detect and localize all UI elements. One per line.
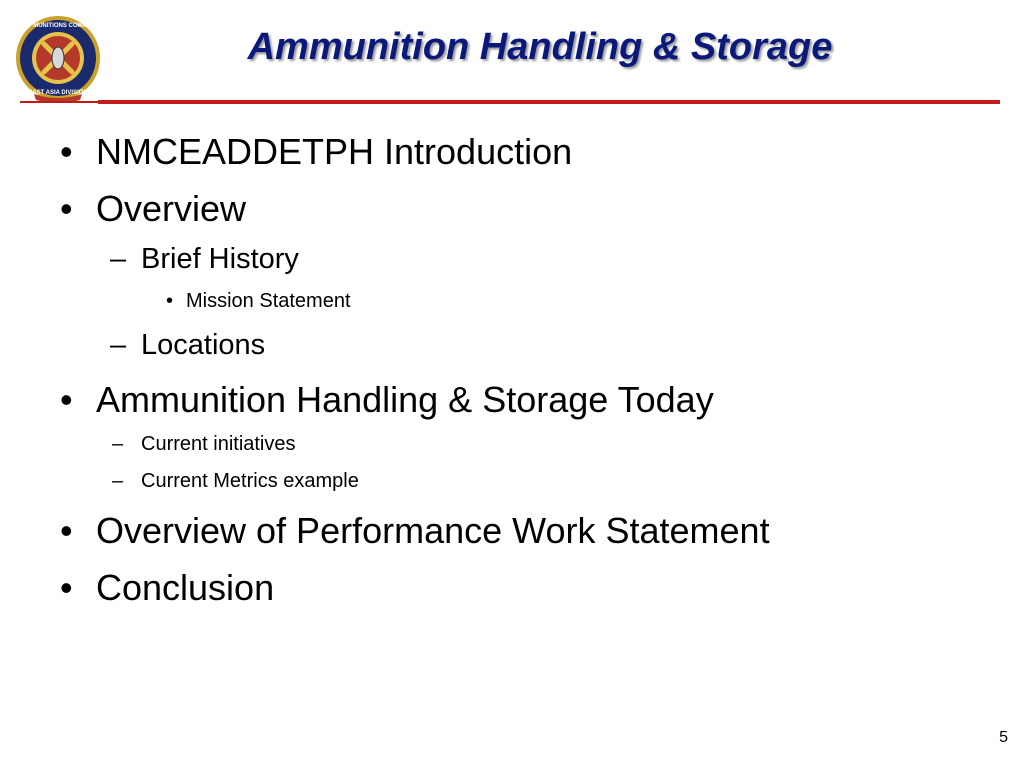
outline-item xyxy=(112,470,359,493)
outline-item xyxy=(60,510,770,552)
outline-item-text: Conclusion xyxy=(96,567,275,608)
seal-text-bottom: EAST ASIA DIVISION xyxy=(28,90,88,96)
bullet-marker: • xyxy=(166,290,174,312)
outline-item-text: Overview of Performance Work Statement xyxy=(96,510,770,551)
bullet-marker: • xyxy=(60,188,73,229)
outline-item-text: Overview xyxy=(96,188,247,229)
outline-item xyxy=(60,188,247,230)
outline-item-text: Locations xyxy=(141,329,266,361)
dash-marker: – xyxy=(110,329,127,361)
outline-item xyxy=(60,567,275,609)
outline-item xyxy=(166,290,351,313)
seal-text-top: NAVY MUNITIONS COMMAND xyxy=(15,23,101,29)
outline-item-text: Ammunition Handling & Storage Today xyxy=(96,379,714,420)
dash-marker: – xyxy=(112,433,124,455)
bullet-marker: • xyxy=(60,510,73,551)
outline-item xyxy=(60,379,714,421)
outline-item xyxy=(110,329,266,362)
outline-item xyxy=(60,131,573,173)
outline-item xyxy=(110,243,299,276)
outline-item-text: NMCEADDETPH Introduction xyxy=(96,131,573,172)
outline-item-text: Brief History xyxy=(141,243,299,275)
bullet-marker: • xyxy=(60,131,73,172)
outline-item-text: Current Metrics example xyxy=(141,470,359,492)
dash-marker: – xyxy=(112,470,124,492)
bullet-marker: • xyxy=(60,567,73,608)
outline-item-text: Mission Statement xyxy=(186,290,351,312)
bullet-marker: • xyxy=(60,379,73,420)
page-number: 5 xyxy=(999,729,1008,746)
outline-item-text: Current initiatives xyxy=(141,433,296,455)
slide-title: Ammunition Handling & Storage xyxy=(247,26,833,68)
dash-marker: – xyxy=(110,243,127,275)
outline-item xyxy=(112,433,296,456)
